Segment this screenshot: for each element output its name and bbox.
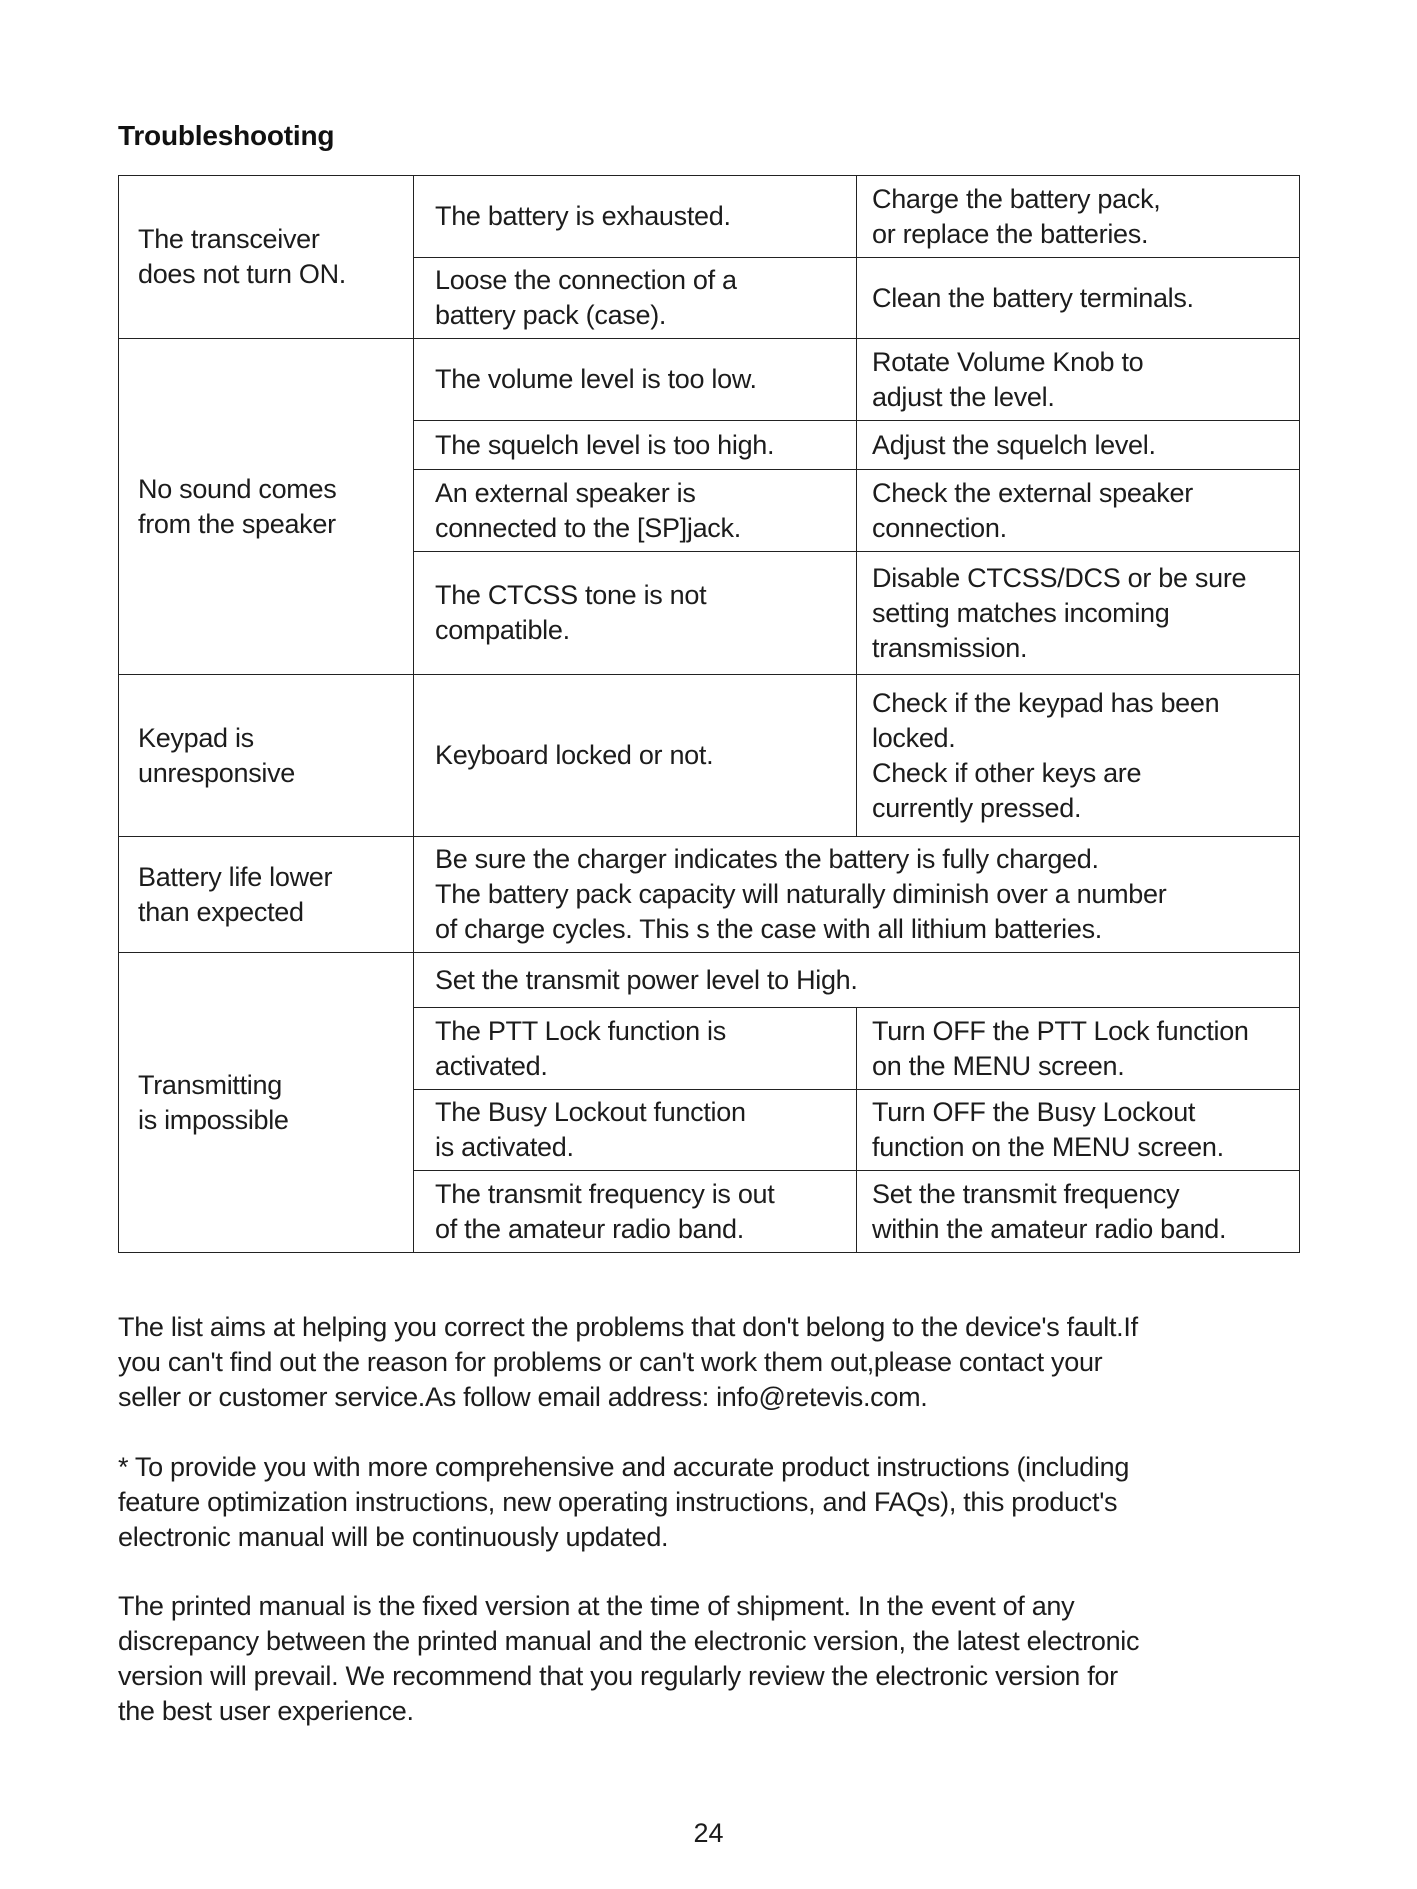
note-paragraph [118, 1310, 1308, 1415]
cell-text [414, 1014, 726, 1084]
cell-text [857, 428, 1156, 463]
cause-cell [413, 175, 857, 258]
cell-text [857, 1095, 1224, 1165]
text-line: Transmitting [138, 1069, 282, 1100]
problem-cell-transmit [118, 952, 414, 1253]
text-line: activated. [435, 1050, 548, 1081]
text-line: does not turn ON. [138, 259, 347, 289]
text-line: transmission. [872, 632, 1028, 663]
text-line: Battery life lower [138, 861, 333, 892]
problem-cell-no-sound [118, 338, 414, 675]
cell-text [414, 199, 731, 234]
cell-text [857, 686, 1219, 826]
text-line: Set the transmit frequency [872, 1178, 1180, 1209]
cell-text [119, 472, 336, 542]
note-paragraph [118, 1450, 1308, 1555]
text-line: An external speaker is [435, 477, 696, 508]
text-line: Keyboard locked or not. [435, 740, 714, 770]
page-number: 24 [693, 1818, 724, 1848]
text-line: The transceiver [138, 224, 320, 254]
text-line: The battery pack capacity will naturally diminish over a number [435, 879, 1167, 909]
text-line: The list aims at helping you correct the problems that don't belong to the device's fault.If [118, 1312, 1138, 1342]
text-line: * To provide you with more comprehensive and accurate product instructions (including [118, 1452, 1130, 1482]
text-line: The CTCSS tone is not [435, 580, 707, 610]
cell-text [414, 738, 713, 773]
cell-text [857, 561, 1246, 666]
text-line: Check if other keys are [872, 757, 1142, 788]
cell-text [414, 476, 741, 546]
cell-text [414, 1095, 746, 1165]
text-line: or replace the batteries. [872, 218, 1149, 249]
text-line: Clean the battery terminals. [872, 282, 1194, 313]
text-line: Turn OFF the PTT Lock function [872, 1015, 1249, 1046]
solution-cell [856, 1089, 1300, 1171]
cause-cell [413, 338, 857, 421]
cause-cell [413, 1007, 857, 1090]
text-line: Disable CTCSS/DCS or be sure [872, 562, 1247, 593]
text-line: The transmit frequency is out [435, 1178, 775, 1209]
text-line: on the MENU screen. [872, 1050, 1125, 1081]
text-line: from the speaker [138, 508, 336, 539]
cause-cell [413, 551, 857, 675]
text-line: The printed manual is the fixed version at the time of shipment. In the event of any [118, 1591, 1075, 1621]
problem-cell-battery-life [118, 836, 414, 953]
cause-cell [413, 1089, 857, 1171]
cell-text [857, 182, 1160, 252]
cell-text [119, 721, 295, 791]
note-paragraph [118, 1589, 1308, 1729]
text-line: feature optimization instructions, new operating instructions, and FAQs), this product's [118, 1487, 1118, 1517]
cell-text [119, 1068, 289, 1138]
text-line: is activated. [435, 1132, 574, 1162]
text-line: you can't find out the reason for problems or can't work them out,please contact your [118, 1347, 1103, 1377]
cause-cell [413, 257, 857, 339]
page-title: Troubleshooting [118, 120, 335, 151]
cell-text [119, 860, 332, 930]
text-line: Rotate Volume Knob to [872, 346, 1144, 377]
text-line: version will prevail. We recommend that you regularly review the electronic version for [118, 1661, 1118, 1691]
cause-cell [413, 420, 857, 470]
text-line: battery pack (case). [435, 300, 667, 330]
solution-cell [856, 551, 1300, 675]
text-line: electronic manual will be continuously updated. [118, 1522, 669, 1552]
text-line: Check the external speaker [872, 477, 1193, 508]
problem-cell-no-power [118, 175, 414, 339]
cell-text [119, 222, 346, 292]
cell-text [414, 842, 1166, 947]
solution-cell [856, 674, 1300, 837]
text-line: Charge the battery pack, [872, 183, 1161, 214]
text-line: Check if the keypad has been [872, 687, 1220, 718]
cause-solution-cell [413, 836, 1300, 953]
cause-cell [413, 1170, 857, 1253]
text-line: the best user experience. [118, 1696, 414, 1726]
text-line: than expected [138, 896, 304, 927]
cell-text [414, 362, 757, 397]
cause-cell [413, 469, 857, 552]
cause-cell [413, 674, 857, 837]
cell-text [414, 428, 774, 463]
text-line: The PTT Lock function is [435, 1015, 726, 1046]
solution-cell [856, 1007, 1300, 1090]
solution-cell [856, 257, 1300, 339]
cell-text [857, 476, 1193, 546]
text-line: Adjust the squelch level. [872, 429, 1156, 460]
cell-text [857, 345, 1143, 415]
text-line: Turn OFF the Busy Lockout [872, 1097, 1196, 1127]
text-line: connection. [872, 512, 1007, 543]
text-line: No sound comes [138, 473, 337, 504]
text-line: seller or customer service.As follow email address: info@retevis.com. [118, 1382, 928, 1412]
cell-text [414, 963, 858, 998]
cause-solution-cell [413, 952, 1300, 1008]
text-line: unresponsive [138, 757, 296, 788]
text-line: The squelch level is too high. [435, 429, 775, 460]
cell-text [857, 1014, 1249, 1084]
problem-cell-keypad [118, 674, 414, 837]
troubleshooting-table [118, 175, 1299, 1252]
solution-cell [856, 420, 1300, 470]
text-line: The volume level is too low. [435, 364, 757, 394]
text-line: Be sure the charger indicates the battery is fully charged. [435, 844, 1099, 874]
text-line: of the amateur radio band. [435, 1213, 744, 1244]
text-line: Set the transmit power level to High. [435, 964, 858, 995]
text-line: of charge cycles. This s the case with all lithium batteries. [435, 914, 1102, 944]
text-line: adjust the level. [872, 381, 1055, 412]
text-line: Keypad is [138, 722, 254, 753]
text-line: The Busy Lockout function [435, 1097, 746, 1127]
cell-text [414, 1177, 774, 1247]
text-line: The battery is exhausted. [435, 201, 731, 231]
text-line: locked. [872, 722, 956, 753]
solution-cell [856, 469, 1300, 552]
cell-text [857, 281, 1194, 316]
solution-cell [856, 1170, 1300, 1253]
text-line: within the amateur radio band. [872, 1213, 1227, 1244]
cell-text [857, 1177, 1226, 1247]
text-line: currently pressed. [872, 792, 1082, 823]
cell-text [414, 578, 706, 648]
text-line: Loose the connection of a [435, 265, 737, 295]
text-line: discrepancy between the printed manual and the electronic version, the latest electronic [118, 1626, 1140, 1656]
text-line: compatible. [435, 615, 570, 645]
text-line: function on the MENU screen. [872, 1132, 1224, 1162]
cell-text [414, 263, 737, 333]
text-line: setting matches incoming [872, 597, 1170, 628]
text-line: connected to the [SP]jack. [435, 512, 741, 543]
solution-cell [856, 338, 1300, 421]
solution-cell [856, 175, 1300, 258]
text-line: is impossible [138, 1104, 289, 1135]
